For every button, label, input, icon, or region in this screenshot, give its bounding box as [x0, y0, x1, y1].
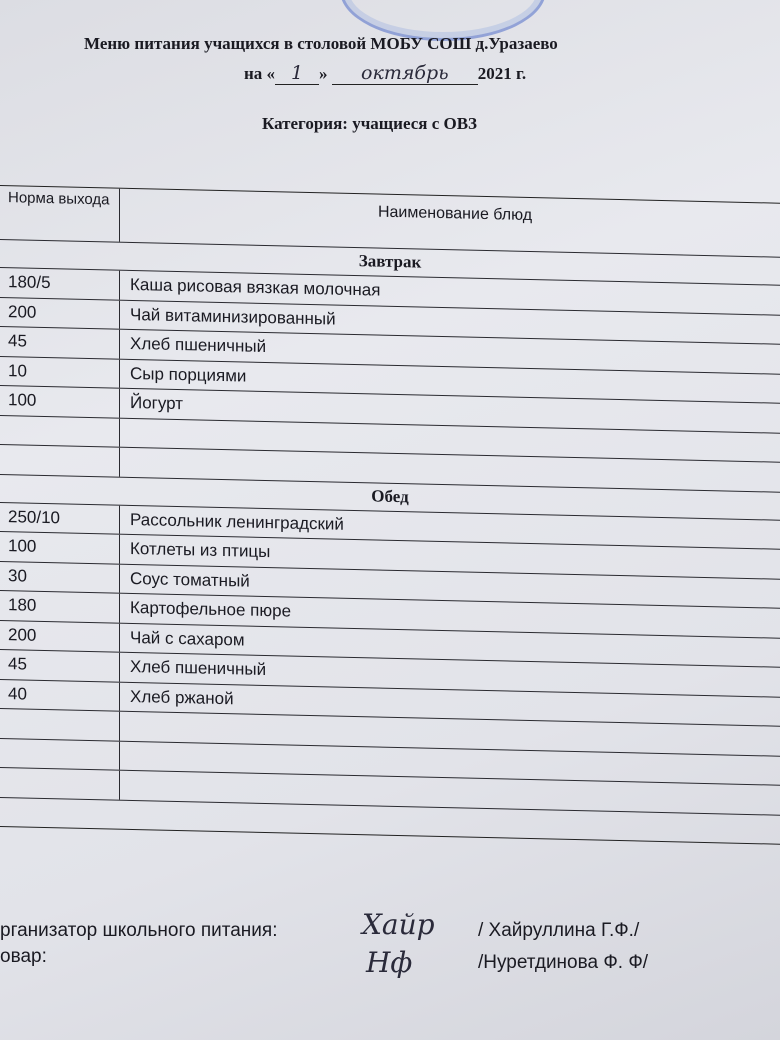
dish-cell: Рассольник ленинградский — [130, 509, 344, 534]
norm-cell: 10 — [0, 357, 120, 388]
cook-label: овар: — [0, 946, 47, 967]
section-lunch-label: Обед — [371, 485, 409, 506]
norm-cell: 100 — [0, 532, 120, 563]
norm-cell: 250/10 — [0, 503, 120, 534]
norm-cell: 180 — [0, 591, 120, 622]
norm-cell — [0, 709, 120, 740]
norm-cell: 200 — [0, 621, 120, 652]
dish-cell: Чай витаминизированный — [130, 304, 336, 329]
norm-cell: 100 — [0, 386, 120, 417]
col-norm-header: Норма выхода — [0, 186, 120, 242]
dish-cell: Картофельное пюре — [130, 597, 292, 621]
norm-cell — [0, 739, 120, 770]
col-dish-header: Наименование блюд — [377, 203, 533, 225]
organizer-name: / Хайруллина Г.Ф./ — [478, 920, 640, 941]
dish-cell: Соус томатный — [130, 568, 250, 591]
norm-cell: 45 — [0, 327, 120, 358]
norm-cell: 40 — [0, 680, 120, 711]
date-day: 1 — [275, 62, 319, 85]
dish-cell: Хлеб пшеничный — [130, 656, 267, 680]
date-prefix: на « — [244, 64, 276, 83]
norm-cell — [0, 416, 120, 447]
dish-cell: Котлеты из птицы — [130, 538, 271, 562]
menu-table — [0, 185, 780, 845]
dish-cell: Сыр порциями — [130, 363, 247, 386]
category-title: Категория: учащиеся с ОВЗ — [262, 114, 478, 133]
dish-cell: Чай с сахаром — [130, 627, 245, 650]
date-month: октябрь — [332, 62, 478, 85]
dish-cell: Хлеб ржаной — [130, 686, 234, 708]
organizer-label: рганизатор школьного питания: — [0, 920, 278, 941]
date-year: 2021 г. — [477, 64, 527, 83]
page-title: Меню питания учащихся в столовой МОБУ СОШ д.Уразаево — [84, 34, 558, 53]
organizer-signature: Хайр — [362, 908, 435, 941]
menu-date — [244, 62, 526, 85]
section-breakfast-label: Завтрак — [358, 251, 422, 272]
norm-cell: 200 — [0, 298, 120, 329]
norm-cell: 45 — [0, 650, 120, 681]
norm-cell — [0, 768, 120, 799]
norm-cell — [0, 445, 120, 476]
dish-cell: Каша рисовая вязкая молочная — [130, 274, 381, 300]
norm-cell: 30 — [0, 562, 120, 593]
dish-cell: Хлеб пшеничный — [130, 333, 267, 357]
cook-name: /Нуретдинова Ф. Ф/ — [478, 952, 649, 973]
date-sep: » — [319, 64, 328, 83]
norm-cell: 180/5 — [0, 268, 120, 299]
cook-signature: Нф — [366, 946, 413, 979]
dish-cell: Йогурт — [130, 392, 184, 414]
